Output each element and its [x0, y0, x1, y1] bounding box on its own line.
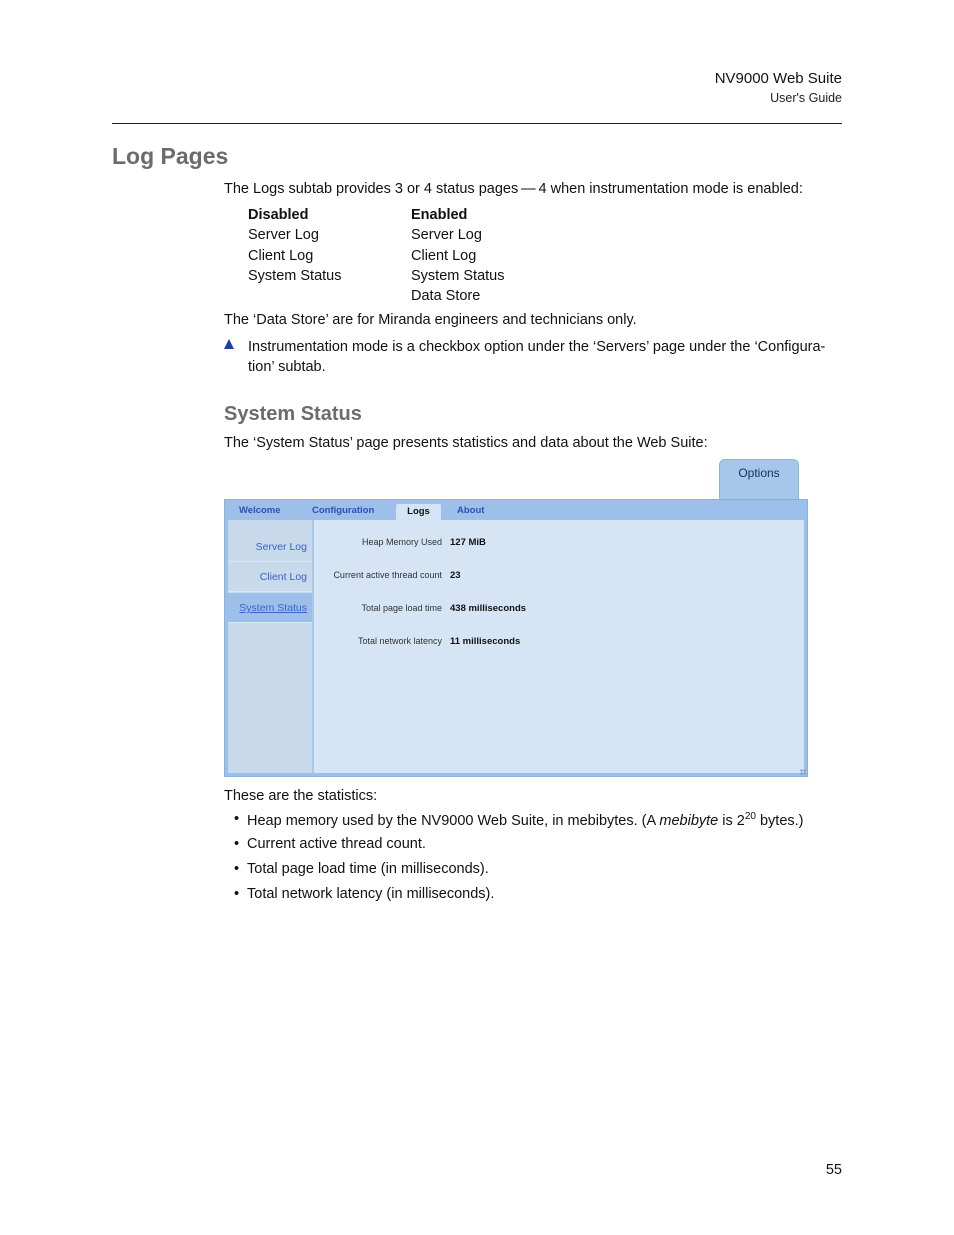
- intro-paragraph: The Logs subtab provides 3 or 4 status pages — 4 when instrumentation mode is enabled:: [224, 181, 803, 197]
- sidebar-item-label: System Status: [239, 602, 307, 614]
- tab-configuration[interactable]: Configuration: [312, 505, 375, 516]
- bullet-emphasis: mebibyte: [659, 812, 719, 829]
- list-item: [234, 811, 804, 836]
- bullet-text: is 2: [718, 812, 745, 829]
- disabled-item: System Status: [248, 267, 342, 284]
- bullet-text: Total network latency (in milliseconds).: [247, 886, 495, 902]
- sidebar-item-system-status[interactable]: [228, 593, 312, 623]
- sidebar-item-client-log[interactable]: [228, 562, 312, 592]
- enabled-item: Server Log: [411, 227, 482, 244]
- stat-label-latency: Total network latency: [357, 636, 442, 646]
- stat-label-load-time: Total page load time: [361, 603, 442, 613]
- data-store-note: The ‘Data Store’ are for Miranda engineers and technicians only.: [224, 312, 637, 328]
- tab-logs[interactable]: Logs: [396, 504, 441, 520]
- sidebar-item-label: Server Log: [255, 541, 307, 553]
- disabled-column: [248, 205, 341, 286]
- bullet-text: Total page load time (in milliseconds).: [247, 861, 489, 877]
- stat-value-heap: 127 MiB: [450, 537, 486, 548]
- system-status-screenshot: [224, 458, 808, 778]
- options-tab[interactable]: [719, 459, 799, 502]
- bullet-text: Current active thread count.: [247, 836, 426, 852]
- stats-bullet-list: [234, 811, 804, 911]
- app-frame: [224, 499, 808, 777]
- disabled-heading: Disabled: [248, 207, 309, 223]
- stat-label-heap: Heap Memory Used: [361, 537, 442, 547]
- stats-intro: These are the statistics:: [224, 788, 378, 804]
- list-item: [234, 836, 804, 861]
- stat-label-threads: Current active thread count: [333, 570, 442, 580]
- enabled-heading: Enabled: [411, 207, 468, 223]
- bullet-superscript: 20: [744, 811, 756, 822]
- section-title: Log Pages: [112, 143, 229, 169]
- subsection-intro: The ‘System Status’ page presents statistics and data about the Web Suite:: [224, 435, 708, 451]
- enabled-item: Data Store: [411, 288, 481, 305]
- sidebar-item-label: Client Log: [259, 571, 307, 583]
- resize-grip-icon[interactable]: [800, 769, 806, 775]
- page-number: 55: [825, 1162, 842, 1178]
- list-item: [234, 886, 804, 911]
- tab-welcome[interactable]: Welcome: [239, 505, 281, 516]
- logs-sidebar: [228, 520, 314, 773]
- bullet-text: bytes.): [755, 812, 804, 829]
- header-title: NV9000 Web Suite: [714, 70, 842, 87]
- header-rule: [112, 123, 842, 124]
- stat-value-latency: 11 milliseconds: [450, 636, 521, 647]
- tab-bar: [228, 503, 804, 520]
- enabled-column: [411, 205, 504, 306]
- content-panel: [228, 520, 804, 773]
- stat-value-threads: 23: [450, 570, 461, 581]
- stat-value-load-time: 438 milliseconds: [450, 603, 527, 614]
- note-triangle-icon: [224, 339, 234, 349]
- options-tab-label: Options: [738, 466, 780, 480]
- disabled-item: Client Log: [248, 247, 314, 264]
- instrumentation-note: [224, 337, 844, 377]
- sidebar-item-server-log[interactable]: [228, 532, 312, 562]
- list-item: [234, 861, 804, 886]
- note-text: Instrumentation mode is a checkbox option under the ‘Servers’ page under the ‘Configura-tion’ subtab.: [248, 339, 826, 375]
- disabled-item: Server Log: [248, 227, 319, 244]
- subsection-title: System Status: [224, 403, 362, 425]
- header-subtitle: User's Guide: [770, 91, 842, 105]
- tab-about[interactable]: About: [457, 505, 485, 516]
- enabled-item: System Status: [411, 267, 505, 284]
- bullet-text: Heap memory used by the NV9000 Web Suite, in mebibytes. (A: [247, 812, 660, 829]
- enabled-item: Client Log: [411, 247, 477, 264]
